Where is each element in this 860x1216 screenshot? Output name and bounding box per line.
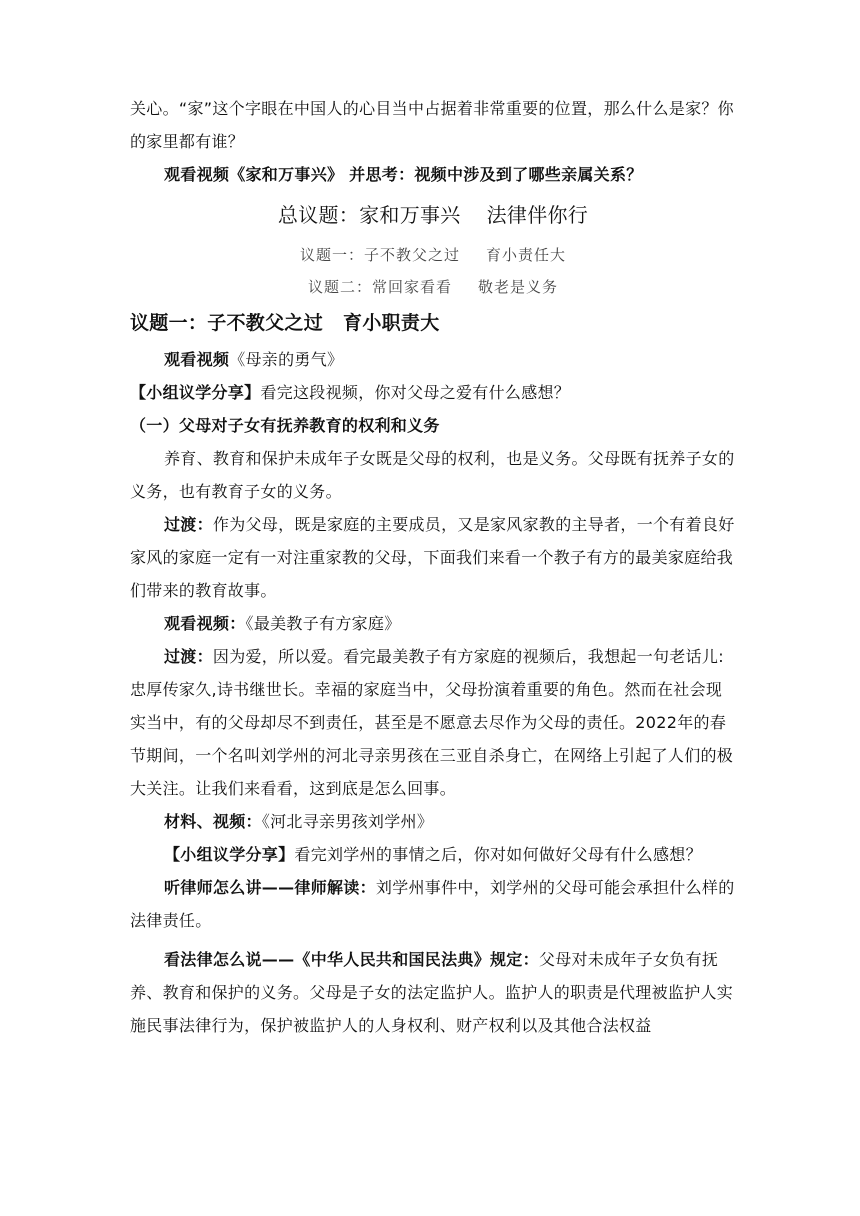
watch-video-mother: [130, 343, 736, 376]
rights-paragraph: 养育、教育和保护未成年子女既是父母的权利，也是义务。父母既有抚养子女的义务，也有教育子女的义务。: [130, 449, 735, 501]
main-topic-title-part1: 总议题：家和万事兴: [277, 203, 461, 227]
topic-two-subtitle: [130, 271, 736, 303]
lawyer-label: 听律师怎么讲——律师解读：: [164, 878, 376, 897]
civil-code-text: 父母对未成年子女负有抚养、教育和保护的义务。父母是子女的法定监护人。监护人的职责是代理被监护人实施民事法律行为，保护被监护人的人身权利、财产权利以及其他合法权益: [130, 950, 734, 1035]
group-share-text: 看完这段视频，你对父母之爱有什么感想？: [260, 383, 571, 402]
material-title: 《河北寻亲男孩刘学州》: [261, 812, 434, 831]
transition-paragraph-one: [130, 508, 736, 607]
transition-text: 因为爱，所以爱。看完最美教子有方家庭的视频后，我想起一句老话儿:忠厚传家久,诗书继世长。幸福的家庭当中，父母扮演着重要的角色。然而在社会现实当中，有的父母却尽不到责任，甚至是不愿意去尽作为父母的责任。2022年的春节期间，一个名叫刘学州的河北寻亲男孩在三亚自杀身亡，在网络上引起了人们的极大关注。让我们来看看，这到底是怎么回事。: [130, 647, 734, 798]
material-label: 材料、视频：: [164, 812, 262, 831]
group-share-one: [130, 376, 736, 409]
topic-one-subtitle: [130, 239, 736, 271]
material-video: [130, 805, 736, 838]
transition-label: 过渡：: [164, 647, 213, 666]
watch-video-prompt: [130, 158, 736, 191]
topic-one-part2: 育小责任大: [486, 246, 567, 264]
transition-paragraph-two: [130, 640, 736, 805]
section-one-heading: [130, 303, 736, 343]
civil-code-provision: [130, 943, 736, 1042]
transition-label: 过渡：: [164, 515, 213, 534]
video-title: 《最美教子有方家庭》: [245, 614, 401, 633]
group-share-label: 【小组议学分享】: [130, 383, 261, 402]
section-one-heading-part2: 育小职责大: [343, 312, 440, 334]
video-title: 《母亲的勇气》: [229, 350, 344, 369]
lawyer-text: 刘学州事件中，刘学州的父母可能会承担什么样的法律责任。: [130, 878, 735, 930]
lawyer-interpretation: [130, 871, 736, 937]
topic-one-part1: 议题一：子不教父之过: [299, 246, 460, 264]
watch-video-prompt-text: 观看视频《家和万事兴》 并思考：视频中涉及到了哪些亲属关系？: [164, 165, 643, 184]
watch-video-best-family: [130, 607, 736, 640]
watch-video-label: 观看视频：: [164, 614, 246, 633]
topic-two-part1: 议题二：常回家看看: [307, 278, 452, 296]
main-topic-title: [130, 193, 736, 237]
group-share-text: 看完刘学州的事情之后，你对如何做好父母有什么感想？: [294, 845, 702, 864]
subsection-one-heading: （一）父母对子女有抚养教育的权利和义务: [130, 416, 440, 435]
civil-code-label: 看法律怎么说——《中华人民共和国民法典》规定：: [164, 950, 539, 969]
transition-text: 作为父母，既是家庭的主要成员，又是家风家教的主导者，一个有着良好家风的家庭一定有一对注重家教的父母，下面我们来看一个教子有方的最美家庭给我们带来的教育故事。: [130, 515, 735, 600]
group-share-two: [130, 838, 736, 871]
watch-video-label: 观看视频: [164, 350, 230, 369]
section-one-heading-part1: 议题一：子不教父之过: [130, 312, 324, 334]
intro-paragraph: 关心。“家”这个字眼在中国人的心目当中占据着非常重要的位置，那么什么是家？你的家里都有谁？: [130, 99, 734, 151]
main-topic-title-part2: 法律伴你行: [486, 203, 589, 227]
document-body: [130, 92, 736, 1042]
group-share-label: 【小组议学分享】: [164, 845, 295, 864]
topic-two-part2: 敬老是义务: [478, 278, 559, 296]
